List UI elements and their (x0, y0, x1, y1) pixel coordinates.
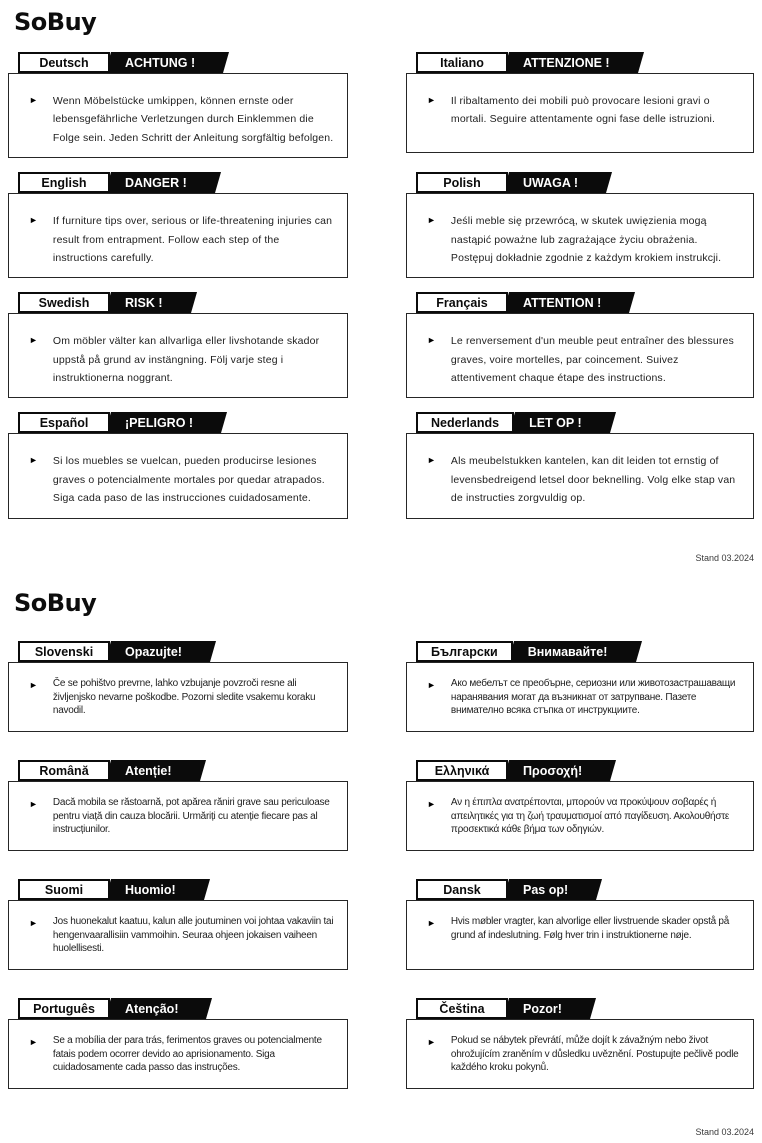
warning-tab (18, 292, 348, 313)
warning-box (8, 433, 348, 518)
warning-block-swedish (8, 292, 348, 398)
warning-tab (416, 998, 754, 1019)
warning-word: LET OP ! (509, 412, 610, 433)
warning-text: Pokud se nábytek převrátí, může dojít k závažným nebo život ohrožujícím zraněním v důsledku uvěznění. Postupujte pečlivě podle každého kroku pokynů. (450, 1035, 739, 1073)
language-label: Čeština (416, 998, 508, 1019)
warning-text: Ако мебелът се преобърне, сериозни или животозастрашаващи наранявания могат да възникнат от затрупване. Пазете внимателно всяка стъпка от инструкциите. (450, 678, 736, 716)
warning-box (406, 433, 754, 518)
pointer-icon: ► (29, 680, 38, 690)
warning-sheet-2 (0, 571, 762, 1143)
warning-word: Pozor! (503, 998, 590, 1019)
pointer-icon: ► (29, 335, 38, 346)
warning-tab (416, 760, 754, 781)
pointer-icon: ► (427, 95, 436, 105)
warning-grid-1 (0, 36, 762, 519)
warning-text: Jeśli meble się przewrócą, w skutek uwięzienia mogą nastąpić poważne lub zagrażające życiu obrażenia. Postępuj dokładnie zgodnie z każdym krokiem instrukcji. (450, 215, 722, 264)
pointer-icon: ► (29, 455, 38, 466)
warning-block-slovenski (8, 641, 348, 732)
warning-text: Als meubelstukken kantelen, kan dit leiden tot ernstig of levensbedreigend letsel door beknelling. Volg elke stap van de instructies zorgvuldig op. (450, 455, 736, 505)
warning-text: Si los muebles se vuelcan, pueden producirse lesiones graves o potencialmente mortales por quedar atrapados. Siga cada paso de las instrucciones cuidadosamente. (52, 455, 325, 505)
brand-logo: SoBuy (14, 8, 97, 36)
warning-box (406, 1019, 754, 1089)
language-label: Swedish (18, 292, 110, 313)
warning-box (8, 900, 348, 970)
version-stamp: Stand 03.2024 (695, 1127, 754, 1137)
warning-tab (416, 52, 754, 73)
warning-block-romana (8, 760, 348, 851)
warning-word: Atenção! (105, 998, 206, 1019)
warning-word: Pas op! (503, 879, 596, 900)
warning-tab (416, 641, 754, 662)
warning-word: ACHTUNG ! (105, 52, 223, 73)
warning-tab (18, 641, 348, 662)
warning-block-dansk (406, 879, 754, 970)
language-label: Español (18, 412, 110, 433)
warning-text: Se a mobília der para trás, ferimentos graves ou potencialmente fatais podem ocorrer devido ao aprisionamento. Siga cuidadosamente cada passo das instruções. (52, 1035, 322, 1073)
warning-box (8, 662, 348, 732)
warning-word: Внимавайте! (508, 641, 636, 662)
warning-tab (416, 412, 754, 433)
warning-word: ¡PELIGRO ! (105, 412, 221, 433)
warning-box (406, 193, 754, 278)
warning-box (8, 73, 348, 158)
language-label: Português (18, 998, 110, 1019)
warning-word: Opazujte! (105, 641, 210, 662)
version-stamp: Stand 03.2024 (695, 553, 754, 563)
warning-block-italiano (406, 52, 754, 158)
warning-box (406, 662, 754, 732)
warning-block-cestina (406, 998, 754, 1089)
warning-word: DANGER ! (105, 172, 215, 193)
warning-box (8, 1019, 348, 1089)
brand-logo: SoBuy (14, 589, 97, 617)
warning-tab (18, 172, 348, 193)
pointer-icon: ► (427, 799, 436, 809)
warning-text: Le renversement d'un meuble peut entraîner des blessures graves, voire mortelles, par coincement. Suivez attentivement chaque étape des instructions. (450, 335, 734, 384)
warning-word: ATTENTION ! (503, 292, 629, 313)
pointer-icon: ► (29, 95, 38, 105)
warning-block-bulgarian (406, 641, 754, 732)
language-label: Nederlands (416, 412, 514, 433)
warning-box (406, 781, 754, 851)
warning-tab (416, 879, 754, 900)
language-label: Ελληνικά (416, 760, 508, 781)
warning-tab (18, 412, 348, 433)
language-label: Română (18, 760, 110, 781)
warning-tab (416, 172, 754, 193)
warning-box (406, 900, 754, 970)
warning-text: Wenn Möbelstücke umkippen, können ernste oder lebensgefährliche Verletzungen durch Einklemmen die Folge sein. Jeden Schritt der Anleitung sorgfältig befolgen. (52, 95, 334, 144)
warning-block-english (8, 172, 348, 278)
warning-block-espanol (8, 412, 348, 518)
warning-text: Om möbler välter kan allvarliga eller livshotande skador uppstå på grund av instängning. Följ varje steg i instruktionerna noggrant. (52, 335, 320, 384)
warning-word: RISK ! (105, 292, 191, 313)
language-label: Polish (416, 172, 508, 193)
pointer-icon: ► (29, 1037, 38, 1047)
pointer-icon: ► (427, 335, 436, 346)
warning-word: ATTENZIONE ! (503, 52, 638, 73)
warning-word: Huomio! (105, 879, 204, 900)
warning-grid-2 (0, 617, 762, 1089)
warning-tab (18, 760, 348, 781)
warning-tab (18, 52, 348, 73)
warning-text: Če se pohištvo prevrne, lahko vzbujanje povzroči resne ali življenjsko nevarne poškodbe. Pozorni sledite vsakemu koraku navodil. (52, 678, 316, 716)
warning-text: If furniture tips over, serious or life-threatening injuries can result from entrapment. Follow each step of the instructions carefully. (52, 215, 333, 264)
warning-text: Αν η έπιπλα ανατρέπονται, μπορούν να προκύψουν σοβαρές ή απειλητικές για τη ζωή τραυματισμοί από παγίδευση. Ακολουθήστε προσεκτικά κάθε βήμα των οδηγιών. (450, 797, 730, 835)
warning-word: Προσοχή! (503, 760, 610, 781)
pointer-icon: ► (427, 215, 436, 226)
warning-block-polish (406, 172, 754, 278)
warning-text: Jos huonekalut kaatuu, kalun alle joutuminen voi johtaa vakaviin tai hengenvaarallisiin vammoihin. Seuraa ohjeen jokaisen vaiheen huolellisesti. (52, 916, 334, 954)
language-label: Slovenski (18, 641, 110, 662)
warning-box (8, 313, 348, 398)
language-label: Français (416, 292, 508, 313)
pointer-icon: ► (29, 799, 38, 809)
pointer-icon: ► (427, 1037, 436, 1047)
warning-block-suomi (8, 879, 348, 970)
pointer-icon: ► (427, 455, 436, 466)
warning-block-portugues (8, 998, 348, 1089)
warning-tab (18, 998, 348, 1019)
warning-sheet-1 (0, 0, 762, 571)
warning-text: Hvis møbler vragter, kan alvorlige eller livstruende skader opstå på grund af indeslutning. Følg hver trin i instruktionerne nøje. (450, 916, 730, 941)
pointer-icon: ► (29, 918, 38, 928)
language-label: Deutsch (18, 52, 110, 73)
language-label: Български (416, 641, 513, 662)
warning-text: Il ribaltamento dei mobili può provocare lesioni gravi o mortali. Seguire attentamente ogni fase delle istruzioni. (450, 95, 716, 126)
warning-tab (18, 879, 348, 900)
pointer-icon: ► (427, 680, 436, 690)
warning-text: Dacă mobila se răstoarnă, pot apărea răniri grave sau periculoase pentru viață din cauza blocării. Urmăriți cu atenție fiecare pas al instrucțiunilor. (52, 797, 330, 835)
warning-block-francais (406, 292, 754, 398)
warning-box (8, 193, 348, 278)
warning-word: UWAGA ! (503, 172, 606, 193)
warning-box (406, 313, 754, 398)
language-label: Italiano (416, 52, 508, 73)
pointer-icon: ► (29, 215, 38, 226)
language-label: English (18, 172, 110, 193)
warning-block-greek (406, 760, 754, 851)
warning-block-deutsch (8, 52, 348, 158)
warning-block-nederlands (406, 412, 754, 518)
pointer-icon: ► (427, 918, 436, 928)
warning-tab (416, 292, 754, 313)
warning-box (8, 781, 348, 851)
language-label: Dansk (416, 879, 508, 900)
warning-word: Atenție! (105, 760, 200, 781)
warning-box (406, 73, 754, 153)
language-label: Suomi (18, 879, 110, 900)
